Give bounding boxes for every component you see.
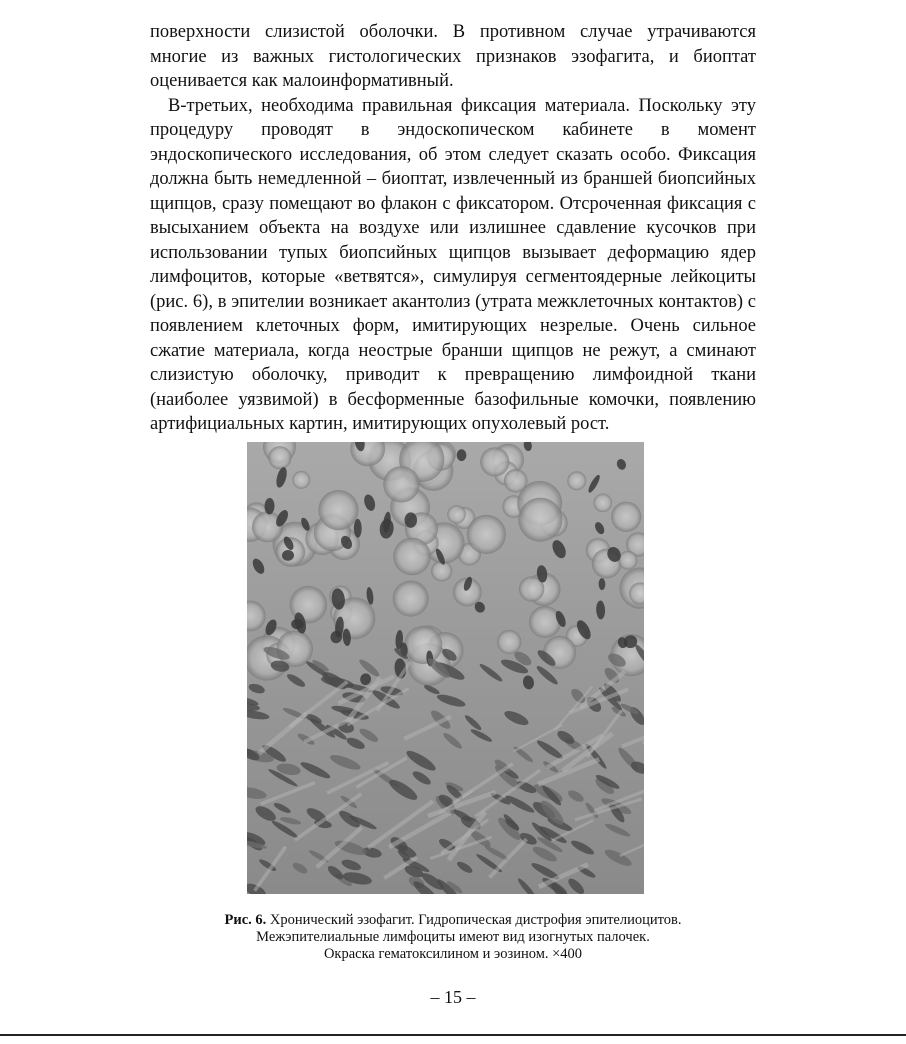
histology-micrograph bbox=[247, 442, 644, 894]
caption-line-2: Межэпителиальные лимфоциты имеют вид изогнутых палочек. bbox=[256, 929, 650, 945]
caption-label: Рис. 6. bbox=[224, 912, 267, 928]
micrograph-svg bbox=[247, 442, 644, 894]
page-number: – 15 – bbox=[430, 987, 476, 1007]
body-text bbox=[150, 20, 756, 437]
paragraph-2: В-третьих, необходима правильная фиксация материала. Поскольку эту процедуру проводят в эндоскопическом кабинете в момент эндоскопического исследования, об этом следует сказать особо. Фиксация должна быть немедленной – биоптат, извлеченный из браншей биопсийных щипцов, сразу помещают во флакон с фиксатором. Отсроченная фиксация с высыханием объекта на воздухе или излишнее сдавление кусочков при использовании тупых биопсийных щипцов вызывает деформацию ядер лимфоцитов, которые «ветвятся», симулируя сегментоядерные лейкоциты (рис. 6), в эпителии возникает акантолиз (утрата межклеточных контактов) с появлением клеточных форм, имитирующих незрелые. Очень сильное сжатие материала, когда неострые бранши щипцов не режут, а сминают слизистую оболочку, приводит к превращению лимфоидной ткани (наиболее уязвимой) в бесформенные базофильные комочки, появлению артифициальных картин, имитирующих опухолевый рост. bbox=[150, 95, 756, 434]
bottom-rule bbox=[0, 1034, 906, 1036]
caption-line-1: Хронический эзофагит. Гидропическая дистрофия эпителиоцитов. bbox=[269, 912, 682, 928]
caption-line-3: Окраска гематоксилином и эозином. ×400 bbox=[323, 946, 583, 962]
paragraph-1: поверхности слизистой оболочки. В противном случае утрачиваются многие из важных гистологических признаков эзофагита, и биоптат оценивается как малоинформативный. bbox=[150, 22, 756, 91]
figure-caption bbox=[180, 912, 726, 963]
